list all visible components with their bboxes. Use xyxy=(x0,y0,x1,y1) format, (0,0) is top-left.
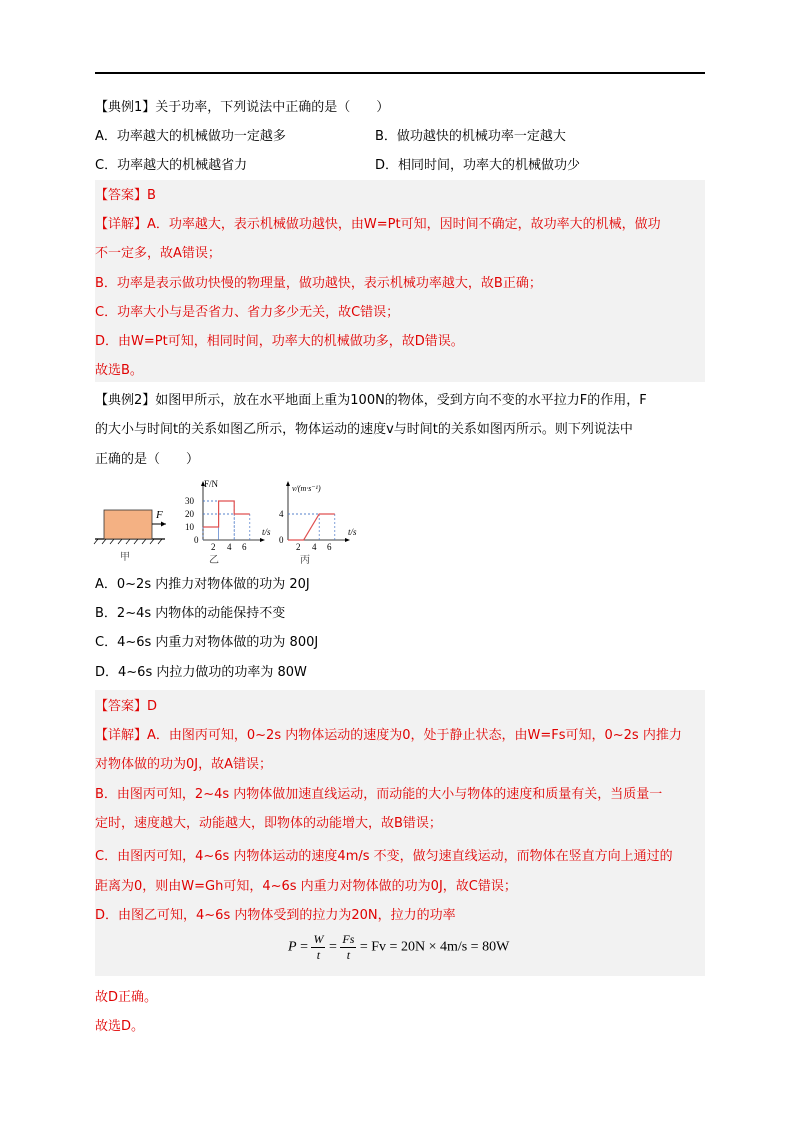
power-formula: P = $\frac{W}{t}$ = $\frac{Fs}{t}$ = Fv = 20N × 4m/s = 80W xyxy=(288,932,510,962)
y-tick-label: 0 xyxy=(279,535,284,545)
series-line xyxy=(203,501,250,527)
example2-answer: 【答案】D xyxy=(95,699,158,714)
ground-hatch xyxy=(94,539,162,544)
y-tick-label: 10 xyxy=(185,522,194,532)
example2-option-a: A．0~2s 内推力对物体做的功为 20J xyxy=(95,577,310,592)
figure-yi xyxy=(185,479,271,566)
example1-option-a: A．功率越大的机械做功一定越多 xyxy=(95,129,286,144)
figure-bing xyxy=(279,481,357,566)
example2-option-c: C．4~6s 内重力对物体做的功为 800J xyxy=(95,635,319,650)
formula-rest: = Fv = 20N × 4m/s = 80W xyxy=(359,939,510,955)
x-tick-label: 2 xyxy=(296,542,301,552)
force-label: F xyxy=(156,509,163,521)
example1-detail-line: B．功率是表示做功快慢的物理量，做功越快，表示机械功率越大，故B正确； xyxy=(95,276,542,291)
figure-jia xyxy=(94,509,166,563)
x-axis-arrow xyxy=(345,538,350,542)
block xyxy=(104,510,152,539)
header-rule xyxy=(95,72,705,74)
y-tick-label: 20 xyxy=(185,509,194,519)
fraction-numerator: W xyxy=(313,932,324,946)
example2-detail-line: 定时，速度越大，动能越大，即物体的动能增大，故B错误； xyxy=(95,816,442,831)
example1-answer: 【答案】B xyxy=(95,188,156,203)
force-arrowhead xyxy=(161,522,166,527)
example1-detail-line: D．由W=Pt可知，相同时间，功率大的机械做功多，故D错误。 xyxy=(95,334,464,349)
example2-after-line: 故选D。 xyxy=(95,1019,145,1034)
example2-detail-line: D．由图乙可知，4~6s 内物体受到的拉力为20N，拉力的功率 xyxy=(95,908,456,923)
fraction-fs-over-t xyxy=(340,932,356,963)
example2-detail-line: 【详解】A．由图丙可知，0~2s 内物体运动的速度为0，处于静止状态，由W=Fs可知，0~2s 内推力 xyxy=(95,728,682,743)
formula-p: P xyxy=(288,939,297,955)
x-tick-label: 4 xyxy=(312,542,317,552)
y-tick-label: 4 xyxy=(279,509,284,519)
x-tick-label: 2 xyxy=(211,542,216,552)
example2-option-b: B．2~4s 内物体的动能保持不变 xyxy=(95,606,286,621)
caption-yi: 乙 xyxy=(209,555,219,566)
example1-option-d: D．相同时间，功率大的机械做功少 xyxy=(375,158,581,173)
x-axis-label: t/s xyxy=(348,527,357,537)
x-axis-label: t/s xyxy=(262,527,271,537)
fraction-denominator: t xyxy=(346,948,351,962)
series-line xyxy=(288,514,335,540)
example2-detail-line: 距离为0，则由W=Gh可知，4~6s 内重力对物体做的功为0J，故C错误； xyxy=(95,879,517,894)
example2-detail-line: C．由图丙可知，4~6s 内物体运动的速度4m/s 不变，做匀速直线运动，而物体在竖直方向上通过的 xyxy=(95,849,673,864)
example1-detail-line: 不一定多，故A错误； xyxy=(95,246,221,261)
x-tick-label: 6 xyxy=(242,542,247,552)
example2-detail-line: B．由图丙可知，2~4s 内物体做加速直线运动，而动能的大小与物体的速度和质量有关，当质量一 xyxy=(95,787,663,802)
example2-question-line: 【典例2】如图甲所示，放在水平地面上重为100N的物体，受到方向不变的水平拉力F的作用，F xyxy=(95,393,647,408)
example2-after-line: 故D正确。 xyxy=(95,990,158,1005)
y-axis-label: v/(m·s⁻¹) xyxy=(292,484,321,493)
example1-detail-line: 【详解】A．功率越大，表示机械做功越快，由W=Pt可知，因时间不确定，故功率大的机械，做功 xyxy=(95,217,661,232)
fraction-numerator: Fs xyxy=(342,932,355,946)
x-tick-label: 4 xyxy=(227,542,232,552)
caption-jia: 甲 xyxy=(120,552,130,563)
example2-figure xyxy=(90,478,370,568)
example2-detail-line: 对物体做的功为0J，故A错误； xyxy=(95,757,272,772)
y-axis-arrow xyxy=(286,481,290,486)
fraction-w-over-t xyxy=(311,932,325,963)
x-axis-arrow xyxy=(260,538,265,542)
example2-option-d: D．4~6s 内拉力做功的功率为 80W xyxy=(95,665,307,680)
example1-question: 【典例1】关于功率，下列说法中正确的是（ ） xyxy=(95,100,390,115)
y-axis-label: F/N xyxy=(204,479,219,489)
y-tick-label: 30 xyxy=(185,496,194,506)
example2-question-line: 正确的是（ ） xyxy=(95,452,200,467)
example1-detail-line: C．功率大小与是否省力、省力多少无关，故C错误； xyxy=(95,305,400,320)
example1-detail-line: 故选B。 xyxy=(95,363,143,378)
fraction-denominator: t xyxy=(316,948,321,962)
example1-option-b: B．做功越快的机械功率一定越大 xyxy=(375,129,566,144)
example1-option-c: C．功率越大的机械越省力 xyxy=(95,158,248,173)
x-tick-label: 6 xyxy=(327,542,332,552)
caption-bing: 丙 xyxy=(300,555,310,566)
y-tick-label: 0 xyxy=(194,535,199,545)
example2-question-line: 的大小与时间t的关系如图乙所示，物体运动的速度v与时间t的关系如图丙所示。则下列说法中 xyxy=(95,422,633,437)
